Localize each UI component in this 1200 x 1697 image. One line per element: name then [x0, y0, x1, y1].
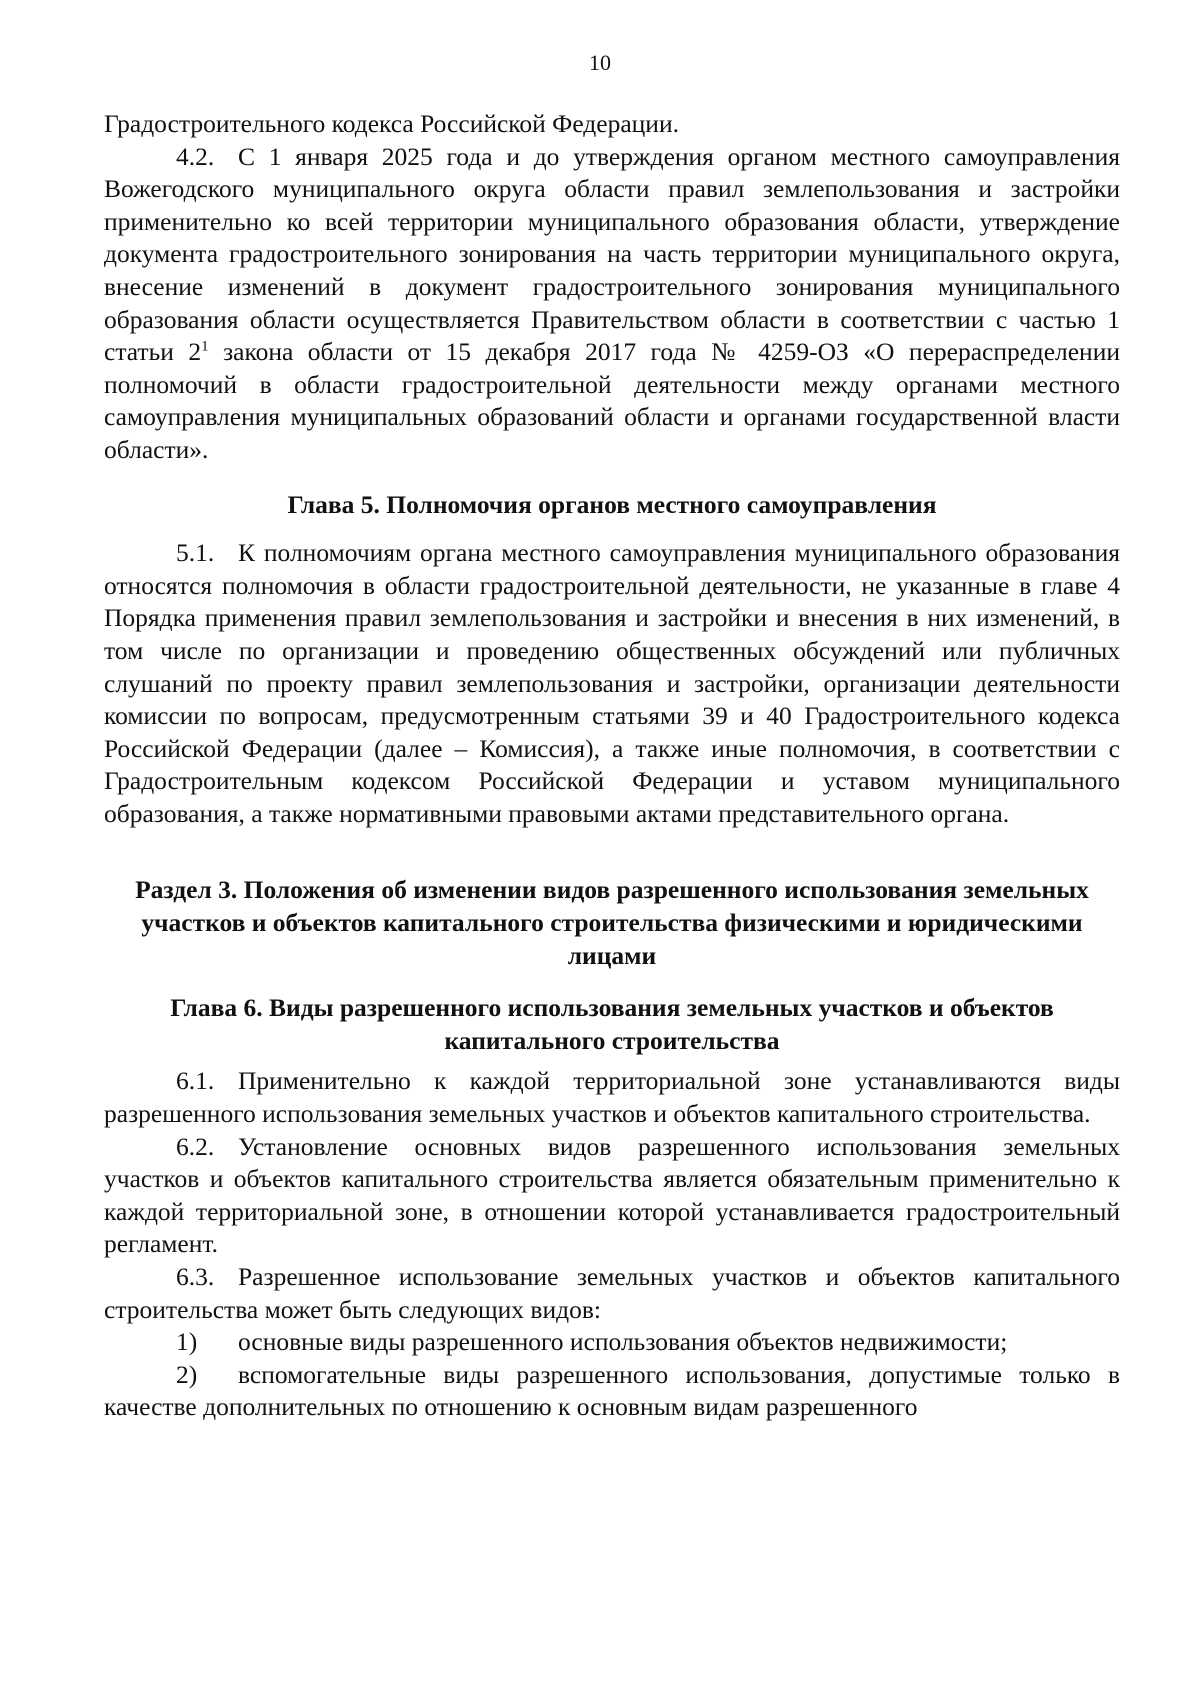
- clause-5-1: [104, 537, 1120, 830]
- clause-text: С 1 января 2025 года и до утверждения органом местного самоуправления Вожегодского муниципального округа области правил землепользования и застройки применительно ко всей территории муниципального образования области, утверждение документа градостроительного зонирования на часть территории муниципального округа, внесение изменений в документ градостроительного зонирования муниципального образования области осуществляется Правительством области в соответствии с частью 1 статьи 2: [104, 141, 1120, 367]
- clause-text: Применительно к каждой территориальной зоне устанавливаются виды разрешенного использования земельных участков и объектов капитального строительства.: [104, 1066, 1120, 1129]
- clause-text-continued: закона области от 15 декабря 2017 года № 4259-ОЗ «О перераспределении полномочий в области градостроительной деятельности между органами местного самоуправления муниципальных образований области и органами государственной власти области».: [104, 337, 1120, 464]
- clause-number: 6.2.: [176, 1131, 215, 1161]
- clause-6-2: [104, 1131, 1120, 1261]
- paragraph-intro: Градостроительного кодекса Российской Федерации.: [104, 109, 679, 138]
- clause-text: К полномочиям органа местного самоуправления муниципального образования относятся полномочия в области градостроительной деятельности, не указанные в главе 4 Порядка применения правил землепользования и застройки и внесения в них изменений, в том числе по организации и проведению общественных обсуждений или публичных слушаний по проекту правил землепользования и застройки, организации деятельности комиссии по вопросам, предусмотренным статьями 39 и 40 Градостроительного кодекса Российской Федерации (далее – Комиссия), а также иные полномочия, в соответствии с Градостроительным кодексом Российской Федерации и уставом муниципального образования, а также нормативными правовыми актами представительного органа.: [104, 538, 1120, 828]
- page-number: 10: [589, 50, 611, 75]
- list-item: [104, 1359, 1120, 1424]
- clause-text: Установление основных видов разрешенного использования земельных участков и объектов капитального строительства является обязательным применительно к каждой территориальной зоне, в отношении которой устанавливается градостроительный регламент.: [104, 1131, 1120, 1259]
- clause-4-2: [104, 141, 1120, 467]
- list-item-text: вспомогательные виды разрешенного использования, допустимые только в качестве дополнительных по отношению к основным видам разрешенного: [104, 1359, 1120, 1422]
- clause-number: 6.3.: [176, 1262, 215, 1291]
- list-item-text: основные виды разрешенного использования объектов недвижимости;: [238, 1327, 1008, 1357]
- clause-number: 4.2.: [176, 141, 215, 171]
- chapter-5-heading: Глава 5. Полномочия органов местного самоуправления: [287, 489, 937, 519]
- clause-number: 5.1.: [176, 538, 215, 568]
- chapter-6-heading: Глава 6. Виды разрешенного использования земельных участков и объектов капитального строительства: [170, 993, 1054, 1055]
- clause-number: 6.1.: [176, 1066, 215, 1096]
- list-item-number: 2): [176, 1359, 198, 1389]
- list-item-number: 1): [176, 1327, 198, 1357]
- page-content: [104, 108, 1120, 1424]
- clause-6-3: [104, 1261, 1120, 1326]
- list-item: [104, 1326, 1120, 1359]
- clause-6-1: [104, 1065, 1120, 1130]
- superscript: 1: [201, 338, 209, 355]
- clause-text: Разрешенное использование земельных участков и объектов капитального строительства может быть следующих видов:: [104, 1262, 1120, 1324]
- section-3-heading: Раздел 3. Положения об изменении видов разрешенного использования земельных участков и объектов капитального строительства физическими и юридическими лицами: [135, 875, 1089, 970]
